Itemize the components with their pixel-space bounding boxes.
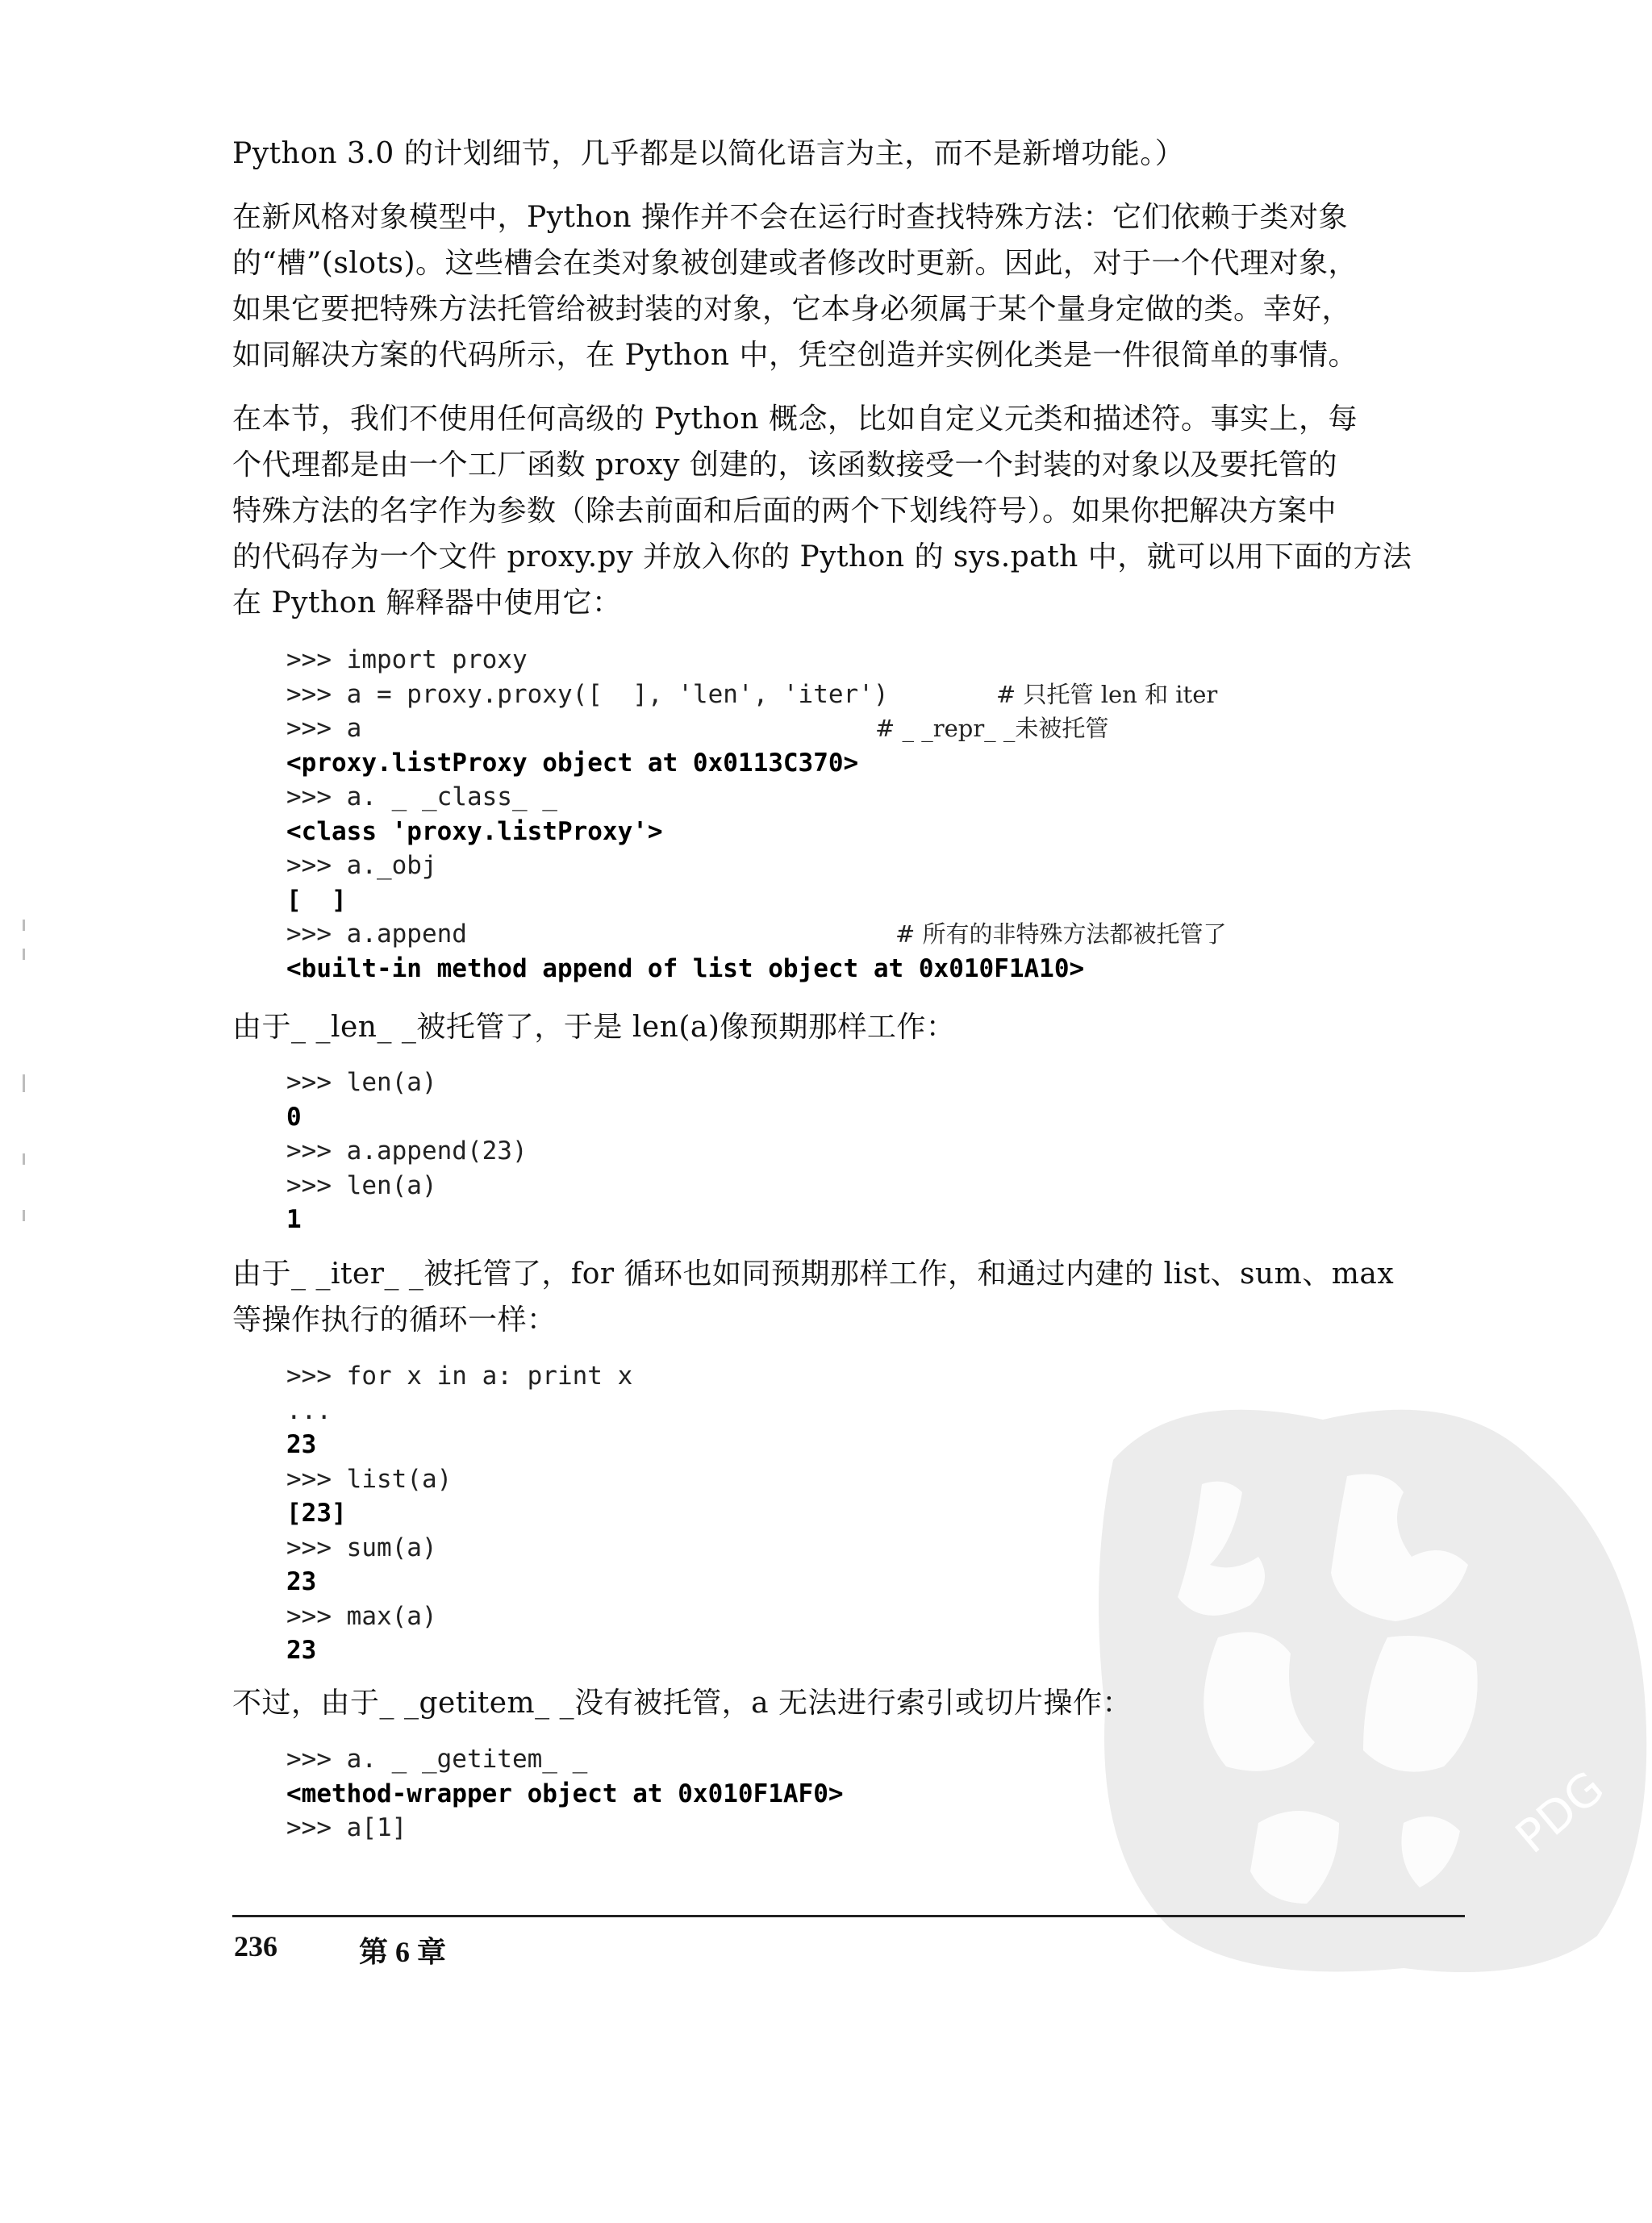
- code-block: [286, 643, 1456, 986]
- code-text: >>> len(a): [286, 1170, 437, 1200]
- code-line: [286, 917, 1456, 952]
- code-line: [286, 1811, 1456, 1846]
- page-number: 236: [234, 1930, 277, 1962]
- code-text: >>> a.append(23): [286, 1137, 528, 1166]
- paragraph: [232, 131, 1468, 177]
- code-line: [286, 678, 1456, 712]
- code-comment: # 所有的非特殊方法都被托管了: [895, 920, 1227, 948]
- code-line: [286, 1169, 1456, 1203]
- code-text: 23: [286, 1636, 317, 1665]
- code-text: >>> a = proxy.proxy([ ], 'len', 'iter'): [286, 679, 889, 709]
- code-text: <class 'proxy.listProxy'>: [286, 816, 663, 846]
- code-line: [286, 1394, 1456, 1428]
- paragraph: [232, 1251, 1468, 1343]
- code-text: >>> sum(a): [286, 1533, 437, 1562]
- code-output-line: [286, 815, 1456, 849]
- code-text: <proxy.listProxy object at 0x0113C370>: [286, 748, 859, 778]
- code-line: [286, 1134, 1456, 1169]
- code-comment: # 只托管 len 和 iter: [996, 680, 1218, 708]
- text-line: Python 3.0 的计划细节，几乎都是以简化语言为主，而不是新增功能。）: [232, 137, 1185, 170]
- code-output-line: [286, 1428, 1456, 1462]
- code-text: 23: [286, 1567, 317, 1596]
- code-text: >>> a. _ _getitem_ _: [286, 1745, 588, 1774]
- code-line: [286, 1742, 1456, 1777]
- code-text: [23]: [286, 1499, 347, 1528]
- code-text: >>> for x in a: print x: [286, 1362, 633, 1391]
- code-text: ...: [286, 1395, 332, 1425]
- text-line: 由于_ _len_ _被托管了，于是 len(a)像预期那样工作：: [232, 1011, 956, 1044]
- code-text: <built-in method append of list object at 0x010F1A10>: [286, 953, 1085, 983]
- code-line: [286, 1531, 1456, 1566]
- code-block: [286, 1359, 1456, 1668]
- text-line: 等操作执行的循环一样：: [232, 1303, 557, 1337]
- code-line: [286, 1462, 1456, 1497]
- code-text: [ ]: [286, 885, 347, 915]
- footer-rule: [232, 1915, 1465, 1917]
- code-line: [286, 1066, 1456, 1100]
- watermark-text: PDG: [1506, 1761, 1615, 1864]
- text-line: 的“槽”(slots)。这些槽会在类对象被创建或者修改时更新。因此，对于一个代理对象，: [232, 247, 1358, 280]
- code-block: [286, 1066, 1456, 1237]
- text-line: 在本节，我们不使用任何高级的 Python 概念，比如自定义元类和描述符。事实上，每: [232, 402, 1358, 436]
- code-text: >>> max(a): [286, 1601, 437, 1631]
- code-output-line: [286, 1203, 1456, 1237]
- code-output-line: [286, 1777, 1456, 1812]
- code-output-line: [286, 952, 1456, 986]
- code-text: >>> a[1]: [286, 1813, 407, 1842]
- code-output-line: [286, 1565, 1456, 1599]
- code-output-line: [286, 746, 1456, 781]
- code-text: 0: [286, 1102, 302, 1132]
- text-line: 由于_ _iter_ _被托管了，for 循环也如同预期那样工作，和通过内建的 list、sum、max: [232, 1257, 1395, 1291]
- text-line: 在新风格对象模型中，Python 操作并不会在运行时查找特殊方法：它们依赖于类对象: [232, 201, 1349, 234]
- paragraph: [232, 396, 1468, 626]
- code-text: 23: [286, 1430, 317, 1459]
- code-line: [286, 1599, 1456, 1634]
- code-text: 1: [286, 1205, 302, 1234]
- code-text: >>> a: [286, 714, 362, 743]
- code-text: <method-wrapper object at 0x010F1AF0>: [286, 1779, 844, 1808]
- code-text: >>> list(a): [286, 1464, 453, 1494]
- code-text: >>> a. _ _class_ _: [286, 782, 557, 811]
- code-output-line: [286, 1496, 1456, 1531]
- code-output-line: [286, 1100, 1456, 1135]
- code-text: >>> import proxy: [286, 645, 528, 674]
- text-line: 个代理都是由一个工厂函数 proxy 创建的，该函数接受一个封装的对象以及要托管的: [232, 448, 1337, 482]
- code-line: [286, 1359, 1456, 1394]
- code-comment: # _ _repr_ _未被托管: [875, 715, 1109, 742]
- code-line: [286, 643, 1456, 678]
- code-text: >>> a._obj: [286, 851, 437, 880]
- code-line: [286, 711, 1456, 746]
- text-line: 如同解决方案的代码所示，在 Python 中，凭空创造并实例化类是一件很简单的事情。: [232, 339, 1358, 372]
- code-text: >>> a.append: [286, 920, 467, 949]
- code-block: [286, 1742, 1456, 1846]
- code-output-line: [286, 883, 1456, 918]
- code-text: >>> len(a): [286, 1068, 437, 1097]
- paragraph: [232, 1680, 1468, 1726]
- text-line: 如果它要把特殊方法托管给被封装的对象，它本身必须属于某个量身定做的类。幸好，: [232, 293, 1352, 326]
- code-line: [286, 849, 1456, 883]
- code-line: [286, 780, 1456, 815]
- chapter-label: 第 6 章: [359, 1936, 447, 1968]
- text-line: 特殊方法的名字作为参数（除去前面和后面的两个下划线符号）。如果你把解决方案中: [232, 494, 1337, 528]
- paragraph: [232, 194, 1468, 378]
- text-line: 在 Python 解释器中使用它：: [232, 586, 622, 619]
- text-line: 不过，由于_ _getitem_ _没有被托管，a 无法进行索引或切片操作：: [232, 1687, 1133, 1720]
- code-output-line: [286, 1633, 1456, 1668]
- paragraph: [232, 1004, 1468, 1050]
- text-line: 的代码存为一个文件 proxy.py 并放入你的 Python 的 sys.path 中，就可以用下面的方法: [232, 540, 1412, 573]
